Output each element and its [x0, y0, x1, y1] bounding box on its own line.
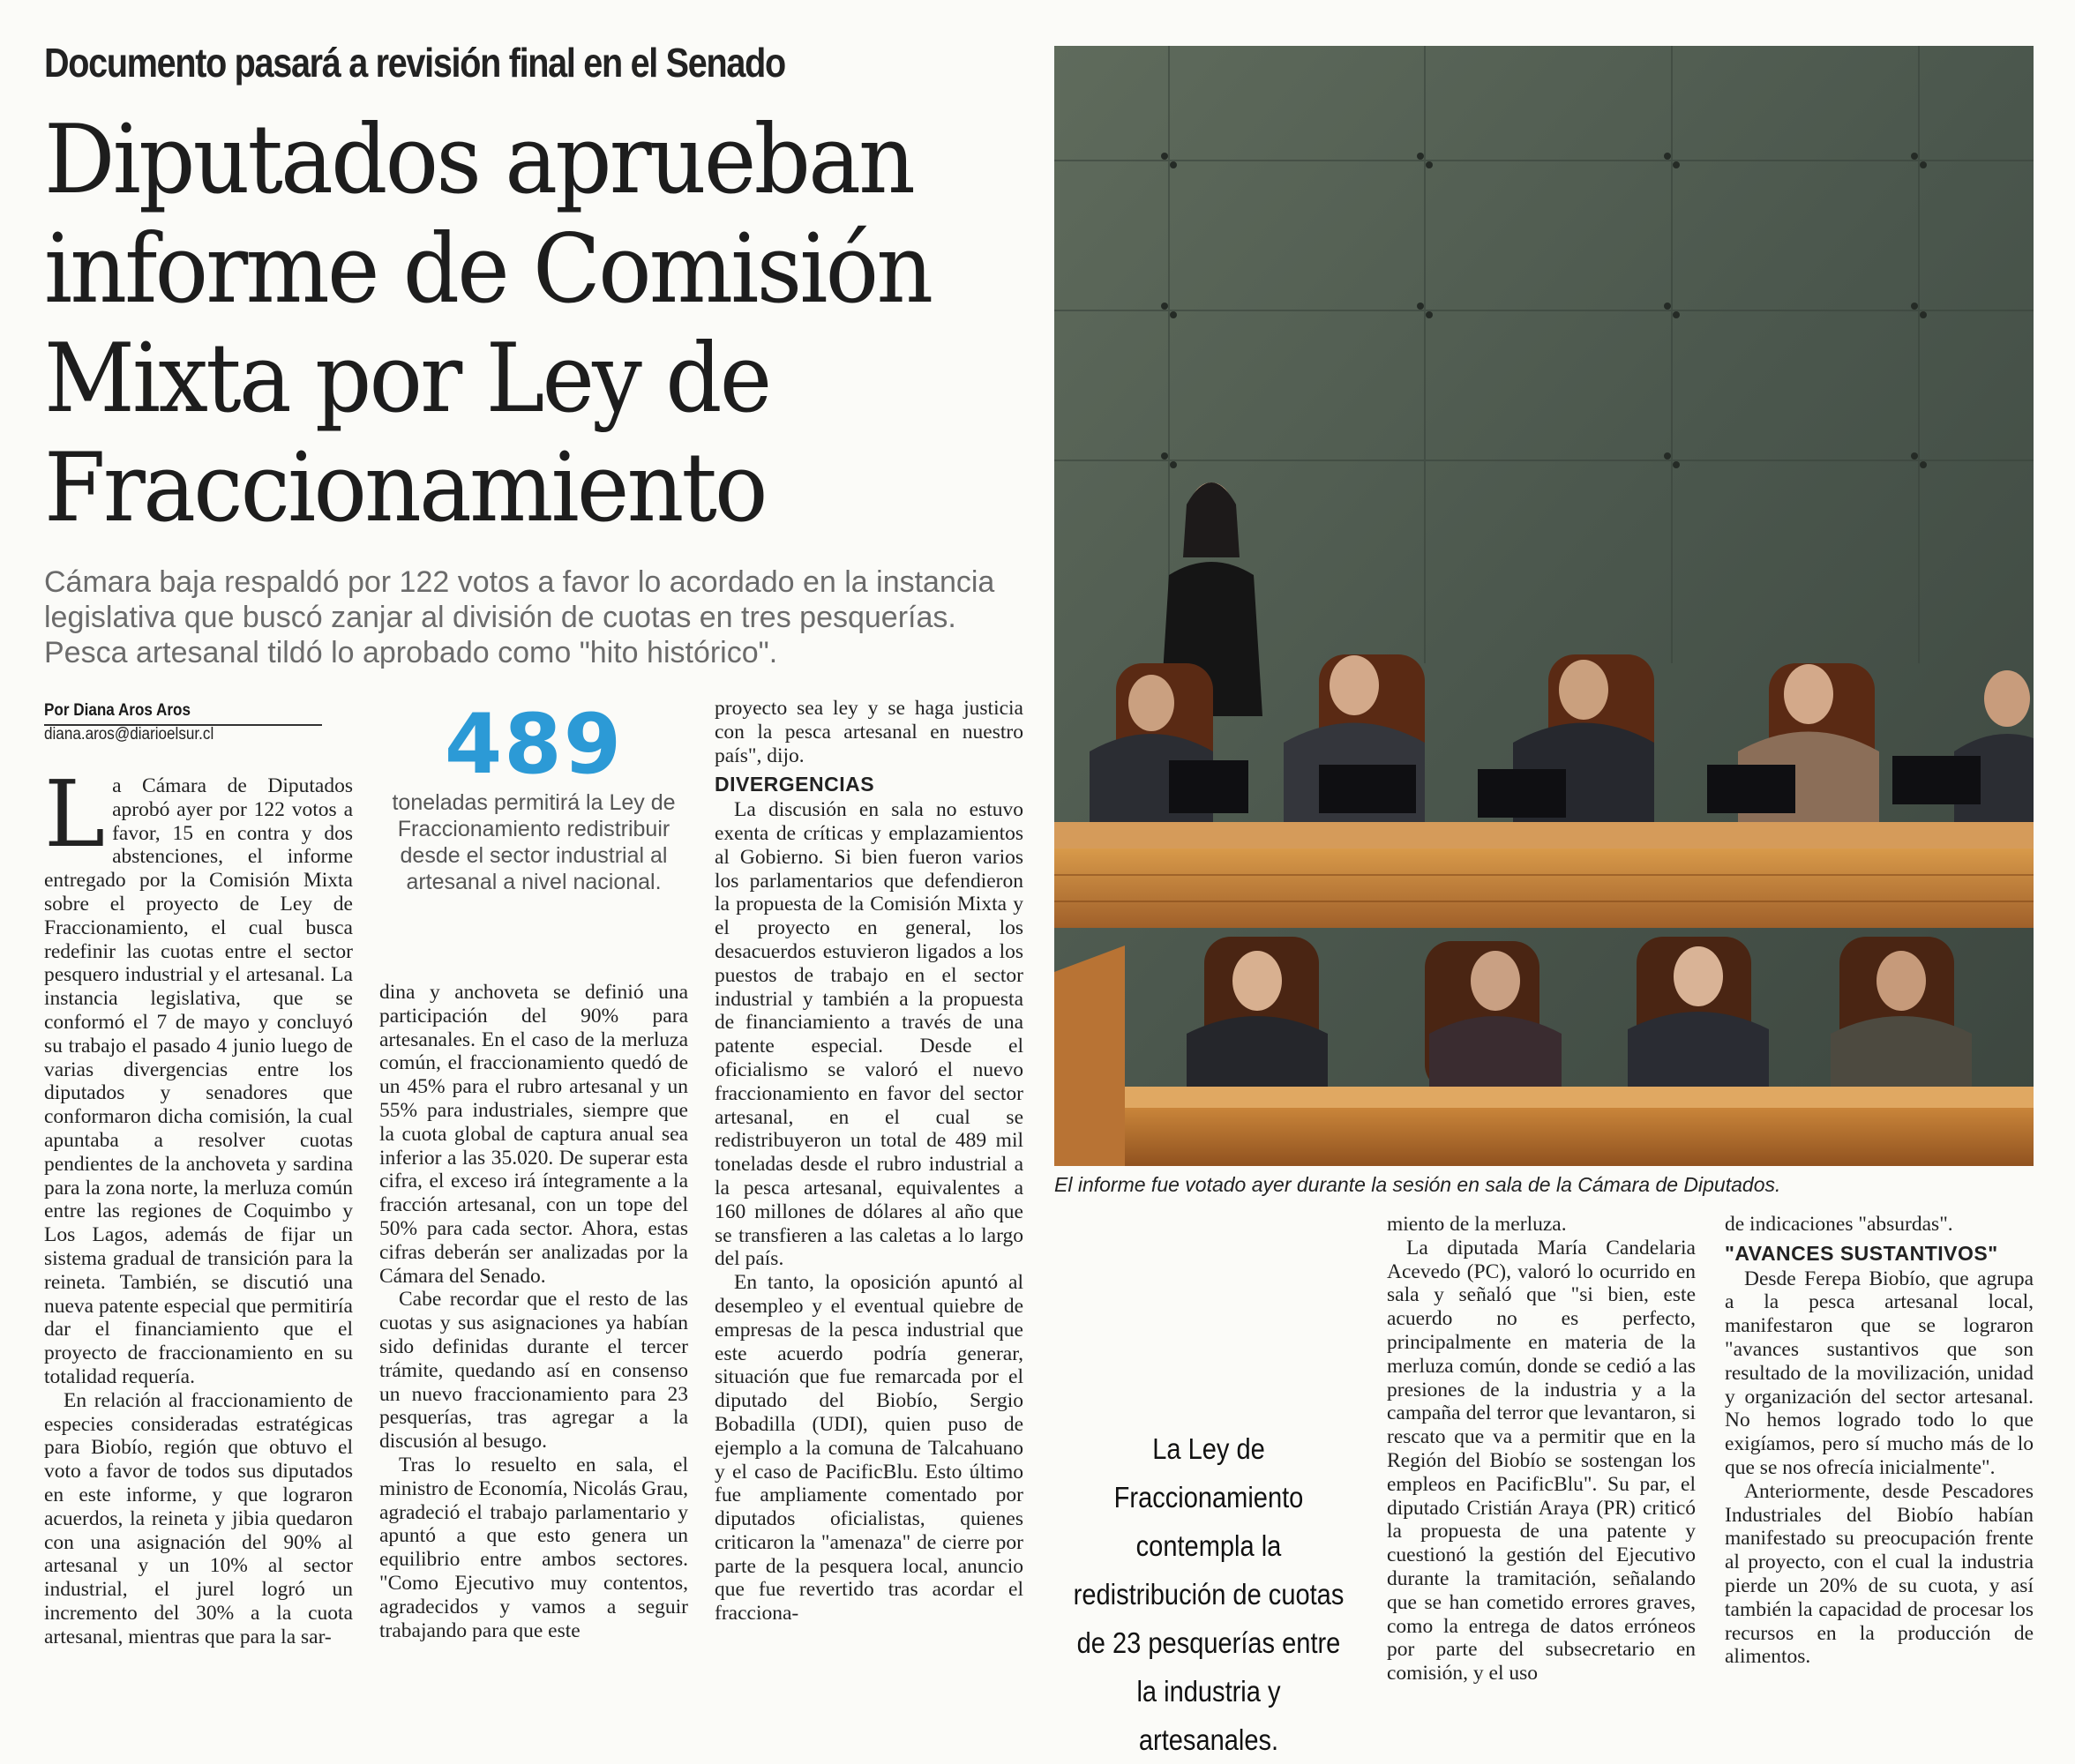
column-1	[44, 760, 353, 1648]
paragraph: dina y anchoveta se definió una participación del 90% para artesanales. En el caso de la merluza común, el fraccionamiento quedó de un 45% para el rubro artesanal y un 55% para industriales, siempre que la cuota global de captura anual sea inferior a las 35.020. De superar esta cifra, el exceso irá íntegramente a la fracción artesanal, con un tope del 50% para cada sector. Ahora, estas cifras deberán ser analizadas por la Cámara del Senado.	[379, 981, 688, 1288]
paragraph: miento de la merluza.	[1387, 1213, 1567, 1236]
paragraph: Tras lo resuelto en sala, el ministro de Economía, Nicolás Grau, agradeció el trabajo parlamentario y apuntó a que esto genera un equilibrio entre ambos sectores. "Como Ejecutivo muy contentos, agradecidos y vamos a seguir trabajando para que este	[379, 1453, 688, 1642]
highlight-number: 489	[444, 697, 624, 793]
paragraph: de indicaciones "absurdas".	[1725, 1213, 1953, 1236]
deck: Cámara baja respaldó por 122 votos a favor lo acordado en la instancia legislativa que buscó zanjar al división de cuotas en tres pesquerías. Pesca artesanal tildó lo aprobado como "hito histórico".	[44, 565, 995, 669]
chamber-photo-illustration	[1054, 46, 2034, 1166]
paragraph: Cabe recordar que el resto de las cuotas y sus asignaciones ya habían sido definidas durante el tercer trámite, quedando así en consenso un nuevo fraccionamiento para 23 pesquerías, tras agregar a la discusión al besugo.	[379, 1288, 688, 1454]
section-subhead: "AVANCES SUSTANTIVOS"	[1725, 1241, 1998, 1265]
photo-caption: El informe fue votado ayer durante la sesión en sala de la Cámara de Diputados.	[1054, 1173, 1781, 1196]
paragraph: En tanto, la oposición apuntó al desempleo y el eventual quiebre de empresas de la pesca industrial que este acuerdo podría generar, situación que fue remarcada por el diputado del Biobío, Sergio Bobadilla (UDI), quien puso de ejemplo a la comuna de Talcahuano y el caso de PacificBlu. Esto último fue ampliamente comentado por diputados oficialistas, quienes criticaron la "amenaza" de cierre por parte de la pesquera local, anuncio que fue revertido tras acordar el fracciona-	[715, 1271, 1023, 1626]
drop-cap: L	[44, 760, 106, 868]
highlight-text: toneladas permitirá la Ley de Fraccionamiento redistribuir desde el sector industrial al artesanal a nivel nacional.	[392, 790, 676, 894]
paragraph: En relación al fraccionamiento de especies consideradas estratégicas para Biobío, región que obtuvo el voto a favor de todos sus diputados en este informe, y que lograron acuerdos, la reineta y jibia quedaron con una asignación del 90% al artesanal y un 10% al sector industrial, el jurel logró un incremento del 30% a la cuota artesanal, mientras que para la sar-	[44, 1388, 353, 1648]
paragraph: Desde Ferepa Biobío, que agrupa a la pesca artesanal local, manifestaron que se lograron "avances sustantivos que son resultado de la movilización, unidad y organización del sector artesanal. No hemos logrado todo lo que exigíamos, pero sí mucho más de lo que se nos ofrecía inicialmente".	[1725, 1267, 2034, 1479]
byline: Por Diana Aros Aros	[44, 701, 322, 726]
pull-quote: La Ley de Fraccionamiento contempla la redistribución de cuotas de 23 pesquerías entre la industria y artesanales.	[1073, 1432, 1345, 1756]
paragraph: Anteriormente, desde Pescadores Industriales del Biobío habían manifestado su preocupación frente al proyecto, con el cual la industria pierde un 20% de su cuota, y así también la capacidad de procesar los recursos en la producción de alimentos.	[1725, 1479, 2034, 1669]
headline: Diputados aprueban informe de Comisión Mixta por Ley de Fraccionamiento	[44, 105, 932, 543]
kicker: Documento pasará a revisión final en el Senado	[44, 40, 785, 86]
paragraph: La Cámara de Diputados aprobó ayer por 122 votos a favor, 15 en contra y dos abstenciones, el informe entregado por la Comisión Mixta sobre el proyecto de Ley de Fraccionamiento, el cual busca redefinir las cuotas entre el sector pesquero industrial y el artesanal. La instancia legislativa, que se conformó el 7 de mayo y concluyó su trabajo el pasado 4 junio luego de varias divergencias entre los diputados y senadores que conformaron dicha comisión, la cual apuntaba a resolver cuotas pendientes de la anchoveta y sardina para la zona norte, la merluza común entre las regiones de Coquimbo y Los Lagos, además de fijar un sistema gradual de transición para la reineta. También, se discutió una nueva patente especial que permitiría dar el financiamiento que el proyecto de fraccionamiento en su totalidad requería.	[44, 760, 353, 1388]
column-2	[379, 981, 688, 1642]
section-subhead: DIVERGENCIAS	[715, 773, 875, 796]
paragraph: La discusión en sala no estuvo exenta de críticas y emplazamientos al Gobierno. Si bien fueron varios los parlamentarios que defendieron la propuesta de la Comisión Mixta y el proyecto en general, los desacuerdos estuvieron ligados a los puestos de trabajo en el sector industrial y también a la propuesta de financiamiento a través de una patente especial. Desde el oficialismo se valoró el nuevo fraccionamiento en favor del sector artesanal, en el cual se redistribuyeron un total de 489 mil toneladas desde el rubro industrial a la pesca artesanal, equivalentes a 160 millones de dólares al año que se transfieren a las caletas a lo largo del país.	[715, 798, 1023, 1271]
column-3	[715, 697, 1023, 1626]
chamber-photo	[1054, 46, 2034, 1166]
paragraph: La diputada María Candelaria Acevedo (PC), valoró lo ocurrido en sala y señaló que "si bien, este acuerdo no es perfecto, principalmente en materia de la merluza común, donde se cedió a las presiones de la industria y a la campaña del terror que levantaron, si rescato que va a permitir que en la Región del Biobío se sostengan los empleos en PacificBlu". Su par, el diputado Cristián Araya (PR) criticó la propuesta de una patente y cuestionó la gestión del Ejecutivo durante la tramitación, señalando que se han cometido errores graves, como la entrega de datos erróneos por parte del subsecretario en comisión, y el uso	[1387, 1236, 1696, 1686]
author-email[interactable]: diana.aros@diarioelsur.cl	[44, 725, 214, 744]
column-4	[1387, 1213, 1696, 1686]
column-5	[1725, 1213, 2034, 1669]
paragraph: proyecto sea ley y se haga justicia con la pesca artesanal en nuestro país", dijo.	[715, 697, 1023, 767]
